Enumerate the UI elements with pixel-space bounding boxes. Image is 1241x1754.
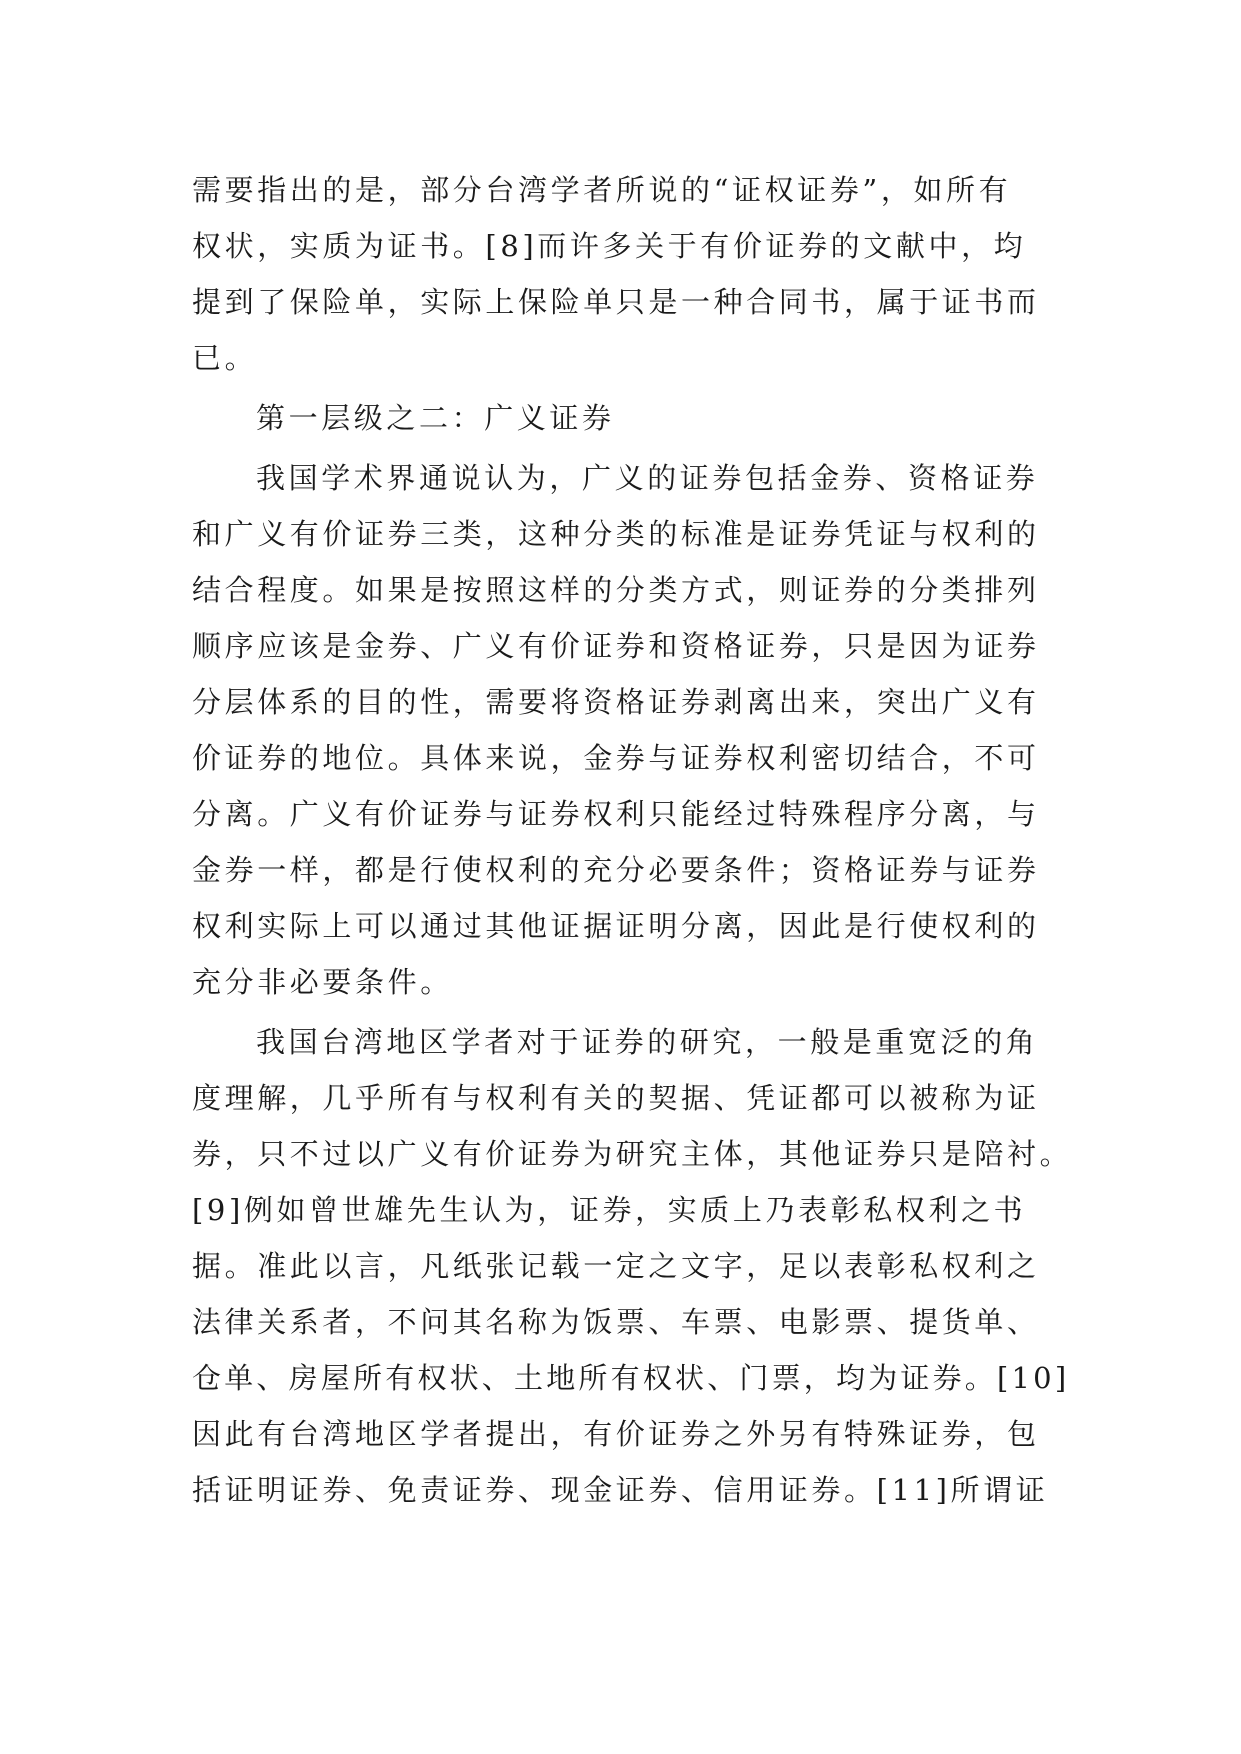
text-line: 据。准此以言，凡纸张记载一定之文字，足以表彰私权利之 [192, 1249, 1040, 1283]
text-line: 金券一样，都是行使权利的充分必要条件；资格证券与证券 [192, 853, 1040, 887]
text-line: 顺序应该是金券、广义有价证券和资格证券，只是因为证券 [192, 629, 1040, 663]
text-line: 分层体系的目的性，需要将资格证券剥离出来，突出广义有 [192, 685, 1040, 719]
text-line: 我国学术界通说认为，广义的证券包括金券、资格证券 [256, 461, 1039, 495]
text-line: 括证明证券、免责证券、现金证券、信用证券。[11]所谓证 [192, 1473, 1049, 1507]
text-line: 充分非必要条件。 [192, 965, 453, 999]
text-line: 因此有台湾地区学者提出，有价证券之外另有特殊证券，包 [192, 1417, 1040, 1451]
text-line: 分离。广义有价证券与证券权利只能经过特殊程序分离，与 [192, 797, 1040, 831]
text-line: 法律关系者，不问其名称为饭票、车票、电影票、提货单、 [192, 1305, 1040, 1339]
text-line: 和广义有价证券三类，这种分类的标准是证券凭证与权利的 [192, 517, 1040, 551]
text-line: 我国台湾地区学者对于证券的研究，一般是重宽泛的角 [256, 1025, 1039, 1059]
text-line: 券，只不过以广义有价证券为研究主体，其他证券只是陪衬。 [192, 1137, 1073, 1171]
text-line: 仓单、房屋所有权状、土地所有权状、门票，均为证券。[10] [192, 1361, 1070, 1395]
text-line: 提到了保险单，实际上保险单只是一种合同书，属于证书而 [192, 285, 1040, 319]
text-line: 价证券的地位。具体来说，金券与证券权利密切结合，不可 [192, 741, 1040, 775]
text-line: [9]例如曾世雄先生认为，证券，实质上乃表彰私权利之书 [192, 1193, 1027, 1227]
text-line: 权状，实质为证书。[8]而许多关于有价证券的文献中，均 [192, 229, 1027, 263]
text-line: 需要指出的是，部分台湾学者所说的“证权证券”，如所有 [192, 173, 1012, 207]
section-heading: 第一层级之二：广义证券 [256, 401, 615, 435]
text-line: 已。 [192, 341, 258, 375]
text-line: 度理解，几乎所有与权利有关的契据、凭证都可以被称为证 [192, 1081, 1040, 1115]
text-line: 权利实际上可以通过其他证据证明分离，因此是行使权利的 [192, 909, 1040, 943]
text-line: 结合程度。如果是按照这样的分类方式，则证券的分类排列 [192, 573, 1040, 607]
